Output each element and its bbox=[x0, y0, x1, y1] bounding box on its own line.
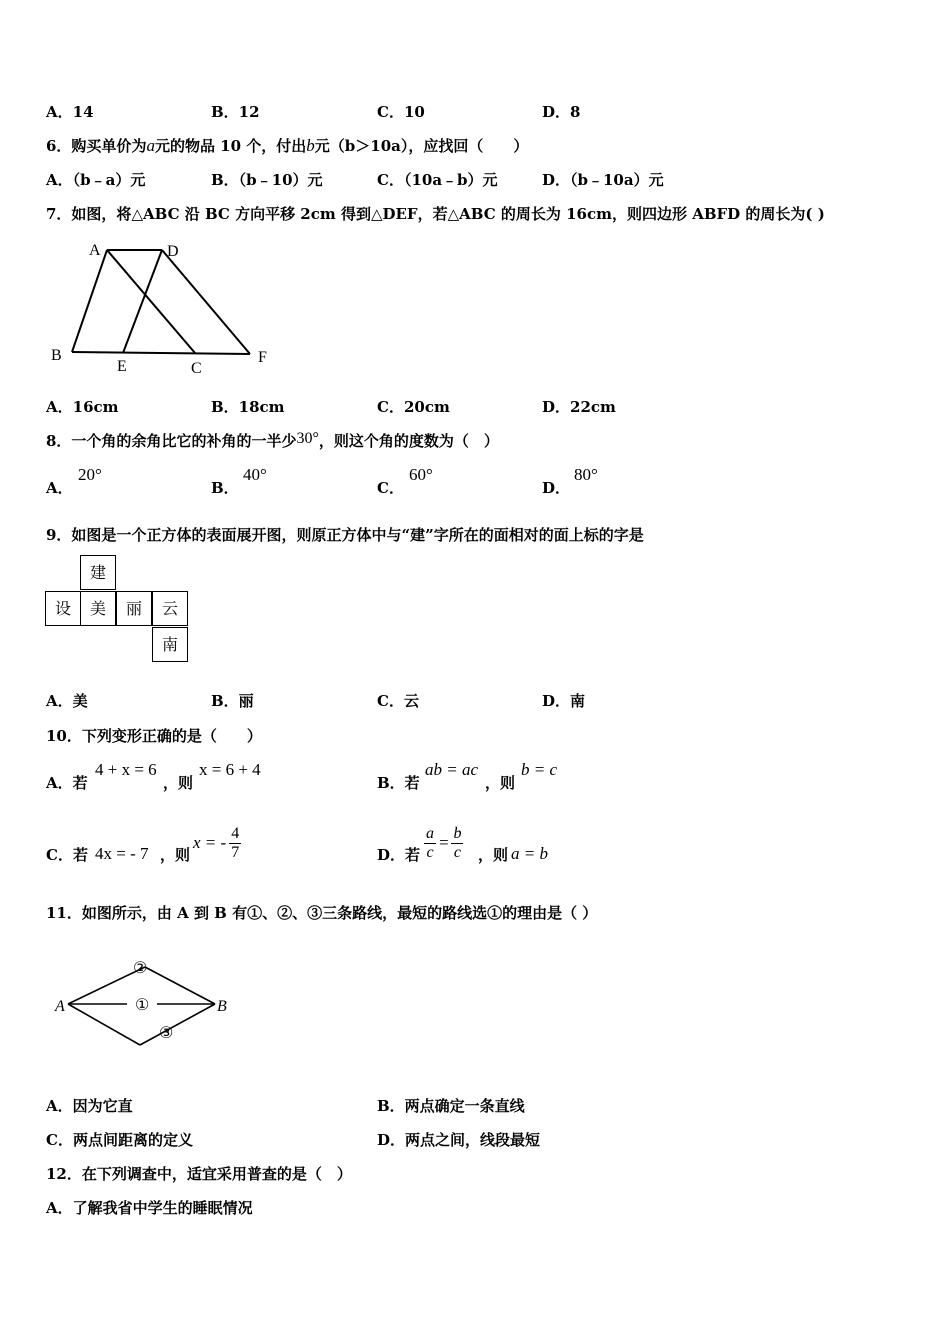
q11-route3-right bbox=[140, 1004, 215, 1045]
q9-cell-r1c4: 云 bbox=[152, 591, 188, 626]
q6-stem-pre: 6．购买单价为 bbox=[46, 137, 147, 155]
q10-c-den: 7 bbox=[231, 843, 240, 861]
q9-cube-net bbox=[45, 555, 195, 665]
q10-a-eq1: 4 + x = 6 bbox=[95, 760, 157, 779]
q6-option-a: A．（b﹣a）元 bbox=[46, 171, 146, 189]
q9-stem: 9．如图是一个正方体的表面展开图，则原正方体中与“建”字所在的面相对的面上标的字是 bbox=[46, 526, 644, 544]
q12-stem: 12．在下列调查中，适宜采用普查的是（ ） bbox=[46, 1165, 352, 1183]
q7-label-d: D bbox=[167, 243, 179, 260]
q7-label-b: B bbox=[51, 347, 62, 364]
q9-option-b: B．丽 bbox=[211, 692, 254, 710]
q9-option-c: C．云 bbox=[377, 692, 419, 710]
q10-c-eq2 bbox=[193, 820, 241, 866]
q9-cell-r1c1: 设 bbox=[45, 591, 81, 626]
q11-label-route3: ③ bbox=[159, 1025, 174, 1042]
q7-option-d: D．22cm bbox=[542, 398, 616, 416]
q10-d-n2: b bbox=[453, 824, 462, 842]
q10-d-eq2: a = b bbox=[511, 844, 548, 863]
q6-var-b: b bbox=[306, 136, 315, 155]
q11-option-b: B．两点确定一条直线 bbox=[377, 1097, 525, 1115]
q11-label-route1: ① bbox=[135, 997, 150, 1014]
q5-option-b: B．12 bbox=[211, 103, 260, 121]
q9-cell-top: 建 bbox=[80, 555, 116, 590]
q7-option-c: C．20cm bbox=[377, 398, 450, 416]
q11-label-route2: ② bbox=[133, 960, 148, 977]
q8-option-b-label: B． bbox=[211, 479, 239, 497]
q6-stem bbox=[46, 136, 528, 156]
q6-option-b: B．（b﹣10）元 bbox=[211, 171, 323, 189]
q10-b-label: B．若 bbox=[377, 774, 420, 792]
q10-b-then: ，则 bbox=[485, 774, 516, 792]
q6-option-c: C．（10a﹣b）元 bbox=[377, 171, 498, 189]
q10-a-label: A．若 bbox=[46, 774, 88, 792]
q11-figure bbox=[45, 935, 245, 1055]
q7-option-b: B．18cm bbox=[211, 398, 285, 416]
q11-option-c: C．两点间距离的定义 bbox=[46, 1131, 193, 1149]
q10-c-num: 4 bbox=[231, 824, 240, 842]
q10-c-label: C．若 bbox=[46, 846, 88, 864]
q10-c-eq1: 4x = - 7 bbox=[95, 844, 149, 863]
q10-d-then: ，则 bbox=[478, 846, 509, 864]
q9-cell-bottom: 南 bbox=[152, 627, 188, 662]
q7-line-df bbox=[162, 250, 250, 354]
q7-figure bbox=[45, 236, 285, 381]
q11-route3-left bbox=[68, 1004, 140, 1045]
q11-option-a: A．因为它直 bbox=[46, 1097, 133, 1115]
q10-d-label: D．若 bbox=[377, 846, 421, 864]
q7-line-de bbox=[123, 250, 162, 353]
q5-option-d: D．8 bbox=[542, 103, 581, 121]
q7-line-ac bbox=[107, 250, 195, 353]
q8-angle: 30° bbox=[296, 430, 319, 447]
q9-cell-r1c2: 美 bbox=[80, 591, 116, 626]
q9-option-d: D．南 bbox=[542, 692, 586, 710]
q10-d-d2: c bbox=[453, 843, 462, 861]
q8-option-c-label: C． bbox=[377, 479, 404, 497]
q6-stem-post: ），应找回（ ） bbox=[400, 137, 529, 155]
q6-var-a: a bbox=[146, 136, 155, 155]
q8-option-c-value: 60° bbox=[409, 465, 433, 484]
q10-d-frac1 bbox=[424, 825, 436, 862]
q7-line-bf bbox=[72, 352, 250, 354]
q8-option-b-value: 40° bbox=[243, 465, 267, 484]
q11-label-a: A bbox=[55, 998, 65, 1015]
q10-b-eq2: b = c bbox=[521, 760, 558, 779]
q9-cell-r1c3: 丽 bbox=[116, 591, 152, 626]
q7-option-a: A．16cm bbox=[46, 398, 119, 416]
q12-option-a: A．了解我省中学生的睡眠情况 bbox=[46, 1199, 253, 1217]
q6-stem-mid1: 元的物品 10 个，付出 bbox=[154, 137, 307, 155]
q8-option-a-label: A． bbox=[46, 479, 73, 497]
q10-c-eq2-lhs: x = - bbox=[193, 833, 227, 852]
q6-stem-mid2: 元（ bbox=[314, 137, 345, 155]
q10-c-fraction bbox=[229, 825, 241, 862]
q10-d-d1: c bbox=[426, 843, 434, 861]
q8-option-d-label: D． bbox=[542, 479, 571, 497]
q7-stem: 7．如图，将△ABC 沿 BC 方向平移 2cm 得到△DEF，若△ABC 的周长为 16cm，则四边形 ABFD 的周长为( ) bbox=[46, 205, 825, 223]
q10-stem: 10．下列变形正确的是（ ） bbox=[46, 727, 262, 745]
q11-route2-right bbox=[145, 967, 215, 1004]
q10-d-equals: = bbox=[438, 833, 450, 852]
q9-option-a: A．美 bbox=[46, 692, 88, 710]
q11-stem: 11．如图所示，由 A 到 B 有①、②、③三条路线，最短的路线选①的理由是（ ） bbox=[46, 904, 598, 922]
q7-label-a: A bbox=[89, 242, 101, 259]
q10-d-n1: a bbox=[426, 824, 434, 842]
q8-option-a-value: 20° bbox=[78, 465, 102, 484]
q7-line-ab bbox=[72, 250, 107, 352]
q8-stem bbox=[46, 431, 499, 452]
q8-option-d-value: 80° bbox=[574, 465, 598, 484]
q7-label-f: F bbox=[258, 349, 267, 366]
q10-d-eq1 bbox=[424, 820, 463, 866]
q6-condition: b＞10a bbox=[344, 137, 401, 155]
q10-a-eq2: x = 6 + 4 bbox=[199, 760, 261, 779]
q10-b-eq1: ab = ac bbox=[425, 760, 479, 779]
q5-option-c: C．10 bbox=[377, 103, 425, 121]
q10-a-then: ，则 bbox=[163, 774, 194, 792]
q8-stem-pre: 8．一个角的余角比它的补角的一半少 bbox=[46, 432, 297, 450]
q8-stem-post: ，则这个角的度数为（ ） bbox=[318, 432, 499, 450]
q7-label-e: E bbox=[117, 358, 127, 375]
q6-option-d: D．（b﹣10a）元 bbox=[542, 171, 664, 189]
q5-option-a: A．14 bbox=[46, 103, 94, 121]
q11-label-b: B bbox=[217, 998, 227, 1015]
q7-label-c: C bbox=[191, 360, 202, 377]
q10-c-then: ，则 bbox=[160, 846, 191, 864]
q11-option-d: D．两点之间，线段最短 bbox=[377, 1131, 541, 1149]
q10-d-frac2 bbox=[451, 825, 463, 862]
